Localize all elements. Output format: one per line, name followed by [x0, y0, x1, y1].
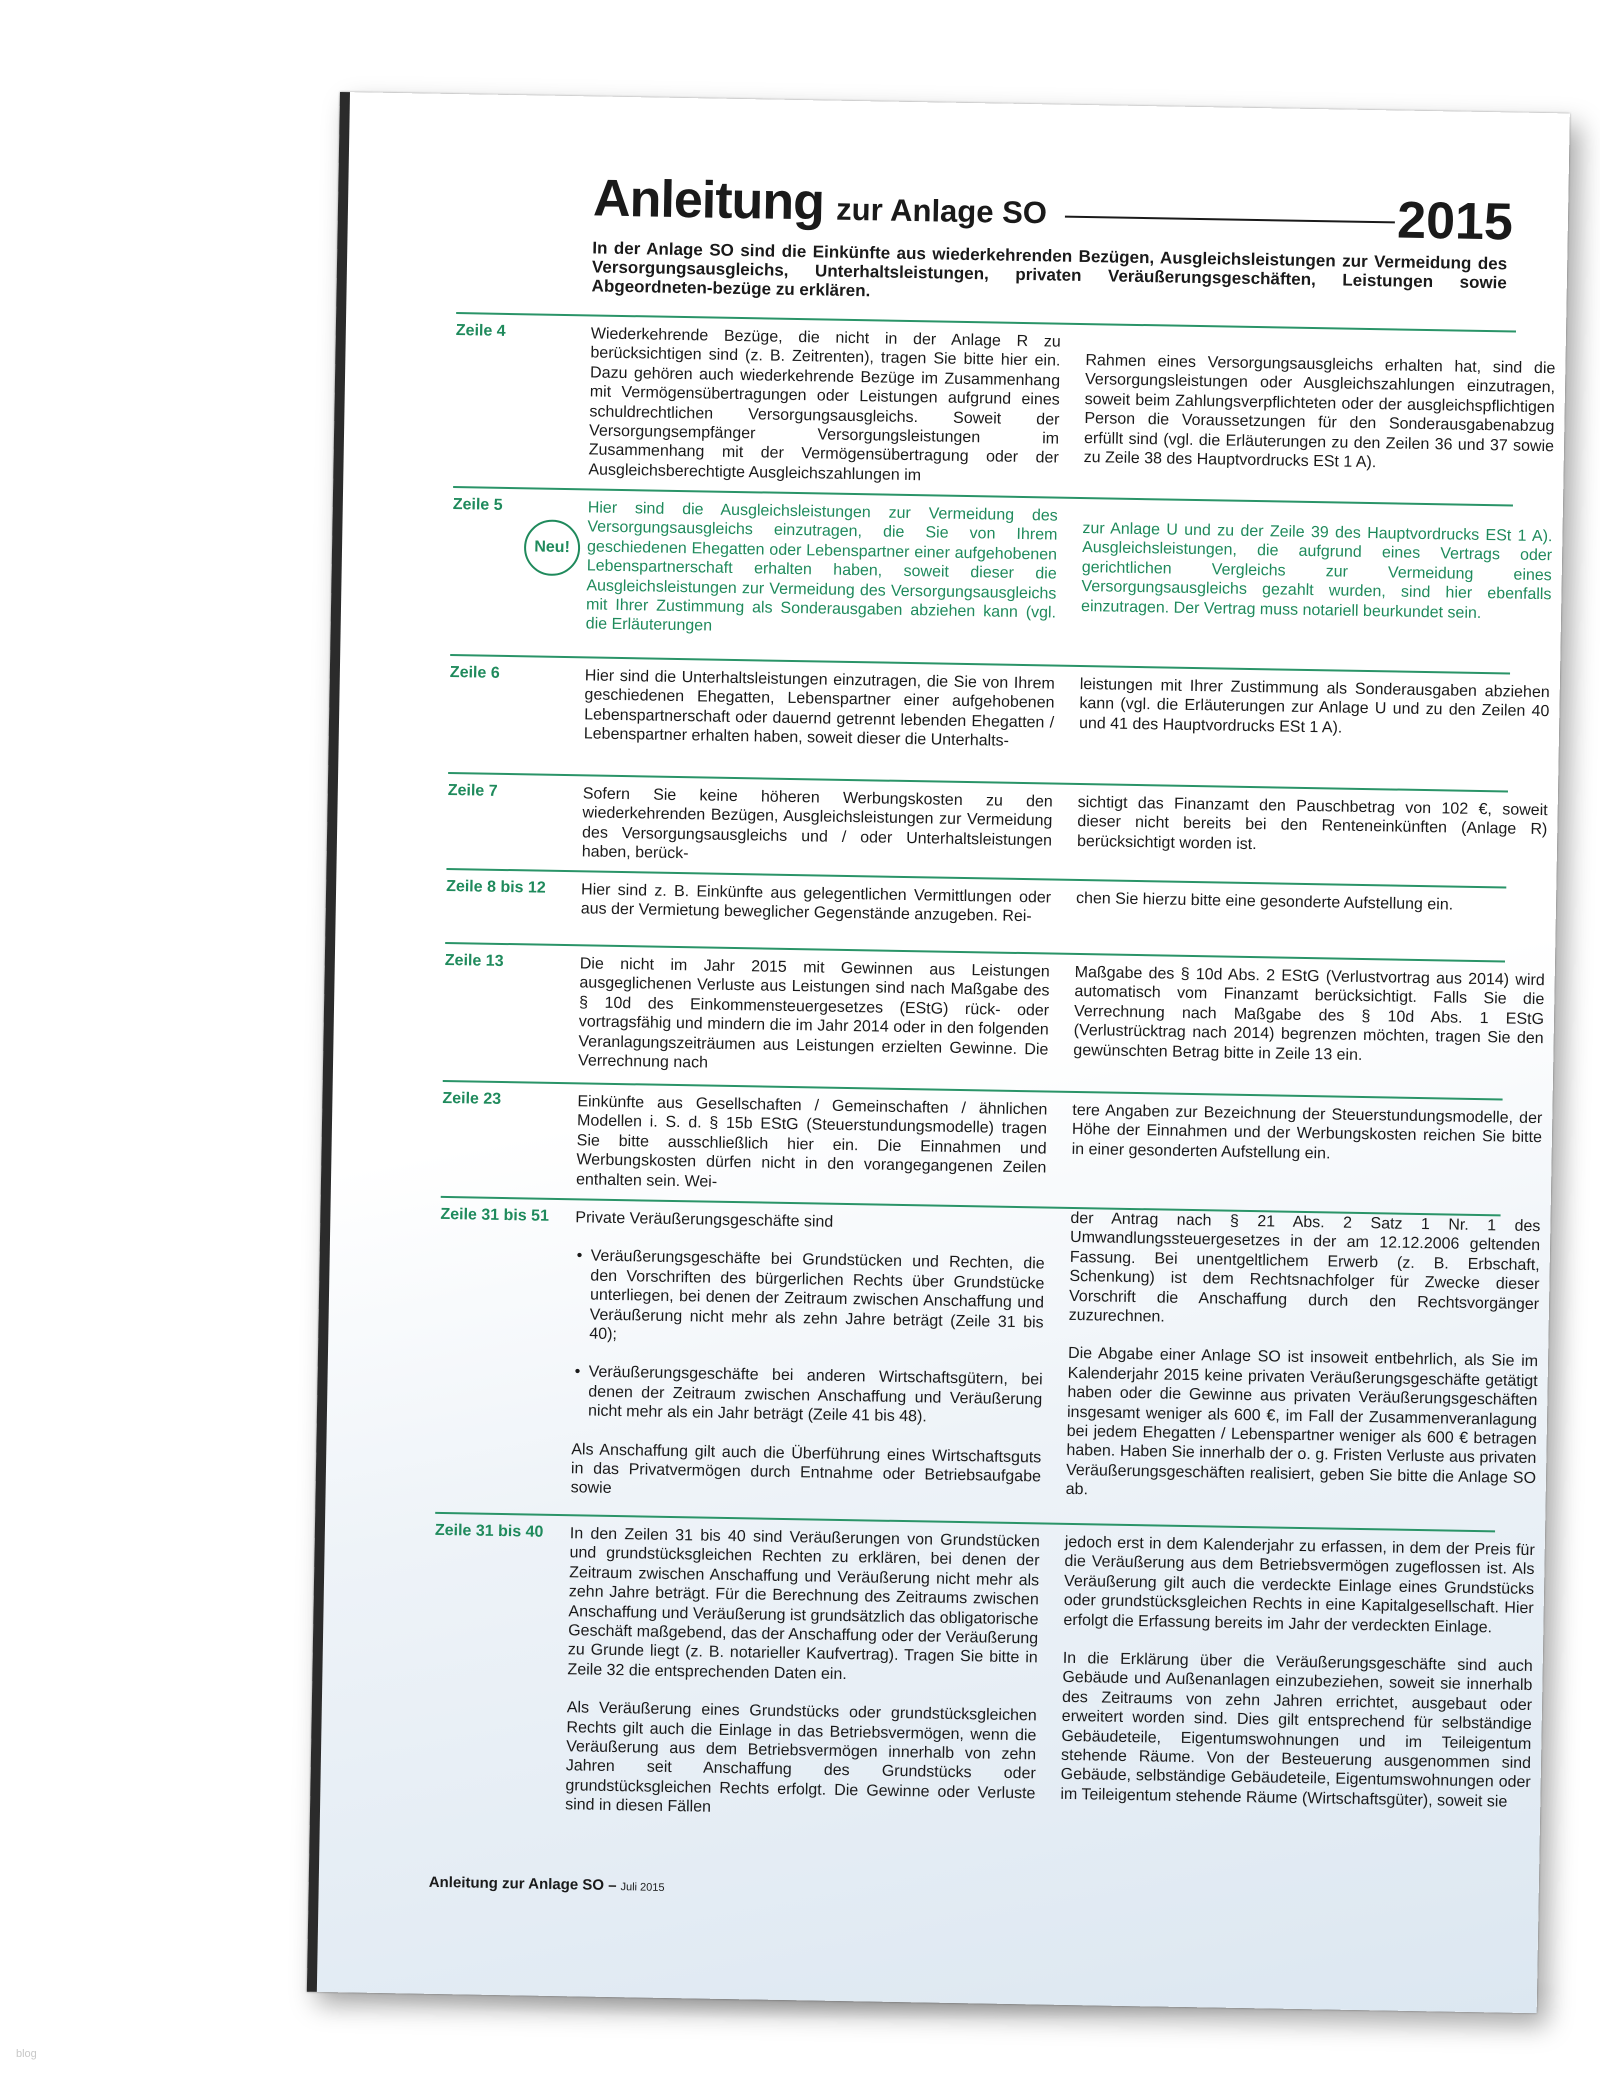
section-label: Zeile 8 bis 12	[446, 877, 546, 897]
section-label: Zeile 4	[455, 322, 506, 340]
section-text-right	[1077, 793, 1548, 878]
section-text-left	[576, 1092, 1048, 1216]
paragraph: chen Sie hierzu bitte eine gesonderte Aufstellung ein.	[1075, 889, 1454, 914]
paragraph: Maßgabe des § 10d Abs. 2 EStG (Verlustvortrag aus 2014) wird automatisch vom Finanzamt berücksichtigt. Falls Sie die Verrechnung nach Maßgabe des § 10d Abs. 1 EStG (Verlustrücktrag nach 2014) begrenzen möchten, tragen Sie den gewünschten Betrag bitte in Zeile 13 ein.	[1073, 963, 1545, 1064]
list-item: • Veräußerungsgeschäfte bei Grundstücken und Rechten, die den Vorschriften des bürgerlichen Rechts über Grundstücke unterliegen, bei denen der Zeitraum zwischen Anschaffung und Veräußerung nicht mehr als zehn Jahre beträgt (Zeile 31 bis 40);	[573, 1247, 1045, 1352]
paragraph: In den Zeilen 31 bis 40 sind Veräußerungen von Grundstücken und grundstücksgleichen Rechten zu erklären, bei denen der Zeitraum zwischen Anschaffung und Veräußerung nicht mehr als zehn Jahre beträgt. Für die Berechnung des Zeitraums zwischen Anschaffung und Veräußerung ist grundsätzlich das obligatorische Geschäft maßgebend, das der Anschaffung oder der Veräußerung zu Grunde liegt (z. B. notarieller Kaufvertrag). Tragen Sie bitte in Zeile 32 die entsprechenden Daten ein.	[567, 1525, 1040, 1683]
section-text-right	[1060, 1533, 1535, 1831]
paragraph: Als Veräußerung eines Grundstücks oder grundstücksgleichen Rechts gilt auch die Einlage in das Betriebsvermögen, wenn die Veräußerung aus dem Betriebsvermögen innerhalb von zehn Jahren seit Anschaffung des Grundstücks oder grundstücksgleichen Rechts erfolgt. Die Gewinne oder Verluste sind in diesen Fällen	[564, 1699, 1037, 1817]
paragraph: sichtigt das Finanzamt den Pauschbetrag von 102 €, soweit dieser nicht bereits bei den Renteneinkünften (Anlage R) berücksichtigt worden ist.	[1076, 793, 1548, 853]
footer-date: Juli 2015	[620, 1881, 665, 1894]
paragraph: Rahmen eines Versorgungsausgleichs erhalten hat, sind die Versorgungsleistungen oder Ausgleichszahlungen einzutragen, soweit beim Zahlungsverpflichteten oder der ausgleichspflichtigen Person die Voraussetzungen für den Sonderausgabenabzug erfüllt sind (vgl. die Erläuterungen zu den Zeilen 36 und 37 sowie zu Zeile 38 des Hauptvordrucks ESt 1 A).	[1083, 352, 1556, 472]
footer-title: Anleitung zur Anlage SO –	[428, 1873, 617, 1895]
section-text-left	[583, 666, 1055, 771]
section-label: Zeile 6	[449, 664, 500, 682]
section-text-left	[585, 498, 1058, 661]
section-text-right	[1065, 1209, 1540, 1527]
section-label: Zeile 31 bis 40	[434, 1521, 544, 1541]
paragraph: Einkünfte aus Gesellschaften / Gemeinschaften / ähnlichen Modellen i. S. d. § 15b EStG (Steuerstundungsmodelle) tragen Sie bitte ausschließlich hier ein. Die Einnahmen und Werbungskosten dürfen nicht in den vorangegangenen Zeilen enthalten sein. Wei-	[575, 1093, 1048, 1191]
bullet-list	[572, 1247, 1045, 1429]
paragraph: In die Erklärung über die Veräußerungsgeschäfte sind auch Gebäude und Außenanlagen einzubeziehen, soweit sie innerhalb des Zeitraums von zehn Jahren errichtet, ausgebaut oder erweitert worden sind. Dies gilt entsprechend für selbständige Gebäudeteile, Eigentumswohnungen und im Teileigentum stehende Räume. Von der Besteuerung ausgenommen sind Gebäude, selbständige Gebäudeteile, Eigentumswohnungen oder im Teileigentum stehende Räume (Wirtschaftsgüter), soweit sie	[1060, 1649, 1533, 1811]
paragraph: Hier sind z. B. Einkünfte aus gelegentlichen Vermittlungen oder aus der Vermietung beweglicher Gegenstände anzugeben. Rei-	[580, 881, 1052, 926]
list-item: • Veräußerungsgeschäfte bei anderen Wirtschaftsgütern, bei denen der Zeitraum zwischen Anschaffung und Veräußerung nicht mehr als ein Jahr beträgt (Zeile 41 bis 48).	[572, 1363, 1043, 1429]
section-text-right	[1076, 889, 1547, 936]
page-title: Anleitung	[592, 169, 825, 232]
paragraph: Hier sind die Unterhaltsleistungen einzutragen, die Sie von Ihrem geschiedenen Ehegatten, Lebenspartner einer aufgehobenen Lebenspartnerschaft oder dauernd getrennt lebenden Ehegatten / Lebenspartner erhalten haben, soweit dieser die Unterhalts-	[583, 667, 1055, 750]
section-label: Zeile 31 bis 51	[440, 1205, 550, 1225]
page-subtitle: zur Anlage SO	[835, 191, 1048, 231]
paragraph: leistungen mit Ihrer Zustimmung als Sonderausgaben abziehen kann (vgl. die Erläuterungen zur Anlage U und zu den Zeilen 40 und 41 des Hauptvordrucks ESt 1 A).	[1078, 676, 1550, 737]
paragraph: der Antrag nach § 21 Abs. 2 Satz 1 Nr. 1 des Umwandlungssteuergesetzes in der am 12.12.2006 geltenden Fassung. Bei unentgeltlichem Erwerb (z. B. Erbschaft, Schenkung) ist dem Rechtsnachfolger für Zwecke dieser Vorschrift die Anschaffung durch den Rechtsvorgänger zuzurechnen.	[1068, 1209, 1541, 1326]
section-text-right	[1071, 1101, 1542, 1186]
section-zeile-7	[338, 770, 1558, 863]
paragraph: tere Angaben zur Bezeichnung der Steuerstundungsmodelle, der Höhe der Einnahmen und der Werbungskosten reichen Sie bitte in einer gesonderten Aufstellung ein.	[1071, 1101, 1543, 1163]
watermark: blog	[16, 2048, 37, 2060]
page-footer	[429, 1874, 665, 1895]
section-label: Zeile 5	[452, 496, 503, 514]
paragraph: Wiederkehrende Bezüge, die nicht in der Anlage R zu berücksichtigen sind (z. B. Zeitrenten), tragen Sie bitte hier ein. Dazu gehören auch wiederkehrende Bezüge im Zusammenhang mit Vermögensübertragungen oder Leistungen aufgrund eines schuldrechtlichen Versorgungsausgleichs. Soweit der Versorgungsempfänger Versorgungsleistungen im Zusammenhang mit der Vermögensübertragung oder der Ausgleichsberechtigte Ausgleichszahlungen im	[588, 325, 1061, 485]
section-text-left	[565, 1524, 1040, 1842]
paragraph: Die nicht im Jahr 2015 mit Gewinnen aus Leistungen ausgeglichenen Verluste aus Leistungen sind nach Maßgabe des § 10d des Einkommensteuergesetzes (EStG) rück- oder vortragsfähig und mindern die im Jahr 2014 oder in den folgenden Veranlagungszeiträumen aus Leistungen erzielten Gewinne. Die Verrechnung nach	[577, 955, 1050, 1072]
intro-text: In der Anlage SO sind die Einkünfte aus wiederkehrenden Bezügen, Ausgleichsleistungen zur Vermeidung des Versorgungsausgleichs, Unterhaltsleistungen, privaten Veräußerungsgeschäften, Leistungen sowie Abgeordneten-bezüge zu erklären.	[591, 238, 1508, 301]
paragraph: Sofern Sie keine höheren Werbungskosten zu den wiederkehrenden Bezügen, Ausgleichsleistungen zur Vermeidung des Versorgungsausgleichs und / oder Unterhaltsleistungen haben, berück-	[581, 785, 1053, 863]
section-text-left	[580, 880, 1051, 946]
section-text-left	[578, 954, 1050, 1098]
section-zeile-4	[346, 310, 1566, 485]
document-page	[307, 92, 1570, 2013]
paragraph: jedoch erst in dem Kalenderjahr zu erfassen, in dem der Preis für die Veräußerung aus dem Betriebsvermögen zugeflossen ist. Als Veräußerung gilt auch die verdeckte Einlage eines Grundstücks oder grundstücksgleichen Rechts in eine Kapitalgesellschaft. Hier erfolgt die Erfassung bereits im Jahr der verdeckten Einlage.	[1063, 1533, 1535, 1636]
section-label: Zeile 13	[444, 951, 504, 970]
form-year: 2015	[1396, 191, 1514, 252]
section-label: Zeile 7	[447, 781, 498, 800]
section-text-right	[1083, 351, 1555, 495]
section-text-right	[1073, 963, 1545, 1087]
section-text-right	[1079, 675, 1550, 760]
section-label: Zeile 23	[442, 1089, 502, 1108]
title-rule	[1065, 216, 1395, 224]
section-text-right	[1081, 519, 1553, 643]
paragraph: Hier sind die Ausgleichsleistungen zur Vermeidung des Versorgungsausgleichs einzutragen, die Sie von Ihrem geschiedenen Ehegatten oder Lebenspartner einer aufgehobenen Lebenspartnerschaft erhalten haben, soweit dieser die Ausgleichsleistungen zur Vermeidung des Versorgungsausgleichs mit Ihrer Zustimmung als Sonderausgaben abziehen kann (vgl. die Erläuterungen	[585, 499, 1058, 636]
paragraph: Die Abgabe einer Anlage SO ist insoweit entbehrlich, als Sie im Kalenderjahr 2015 keine privaten Veräußerungsgeschäfte getätigt haben oder die Gewinne aus privaten Veräußerungsgeschäften insgesamt weniger als 600 €, im Fall der Zusammenveranlagung bei jedem Ehegatten / Lebenspartner weniger als 600 € betragen haben. Haben Sie innerhalb der o. g. Fristen Verluste aus privaten Veräußerungsgeschäften realisiert, geben Sie bitte die Anlage SO ab.	[1065, 1345, 1539, 1499]
paragraph: zur Anlage U und zu der Zeile 39 des Hauptvordrucks ESt 1 A). Ausgleichsleistungen, die aufgrund eines Vertrags oder gerichtlichen Vergleichs zur Vermeidung eines Versorgungsausgleichs gezahlt wurden, sind hier ebenfalls einzutragen. Der Vertrag muss notariell beurkundet sein.	[1080, 520, 1553, 622]
paragraph: Als Anschaffung gilt auch die Überführung eines Wirtschaftsguts in das Privatvermögen durch Entnahme oder Betriebsaufgabe sowie	[570, 1440, 1042, 1498]
section-text-left	[588, 324, 1061, 506]
paragraph: Private Veräußerungsgeschäfte sind	[575, 1209, 834, 1231]
section-text-left	[570, 1208, 1045, 1525]
new-badge: Neu!	[524, 519, 581, 576]
